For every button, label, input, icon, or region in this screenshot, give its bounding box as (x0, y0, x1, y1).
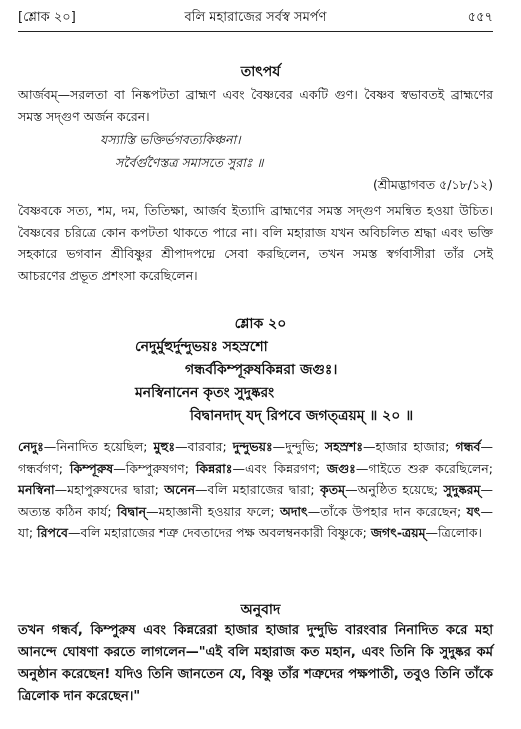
synonym-meaning: —তাঁকে উপহার দান করেছেন; (307, 503, 467, 519)
purport-term: আর্জবম্ (18, 87, 58, 102)
synonym-term: সহস্রশঃ (324, 439, 363, 454)
verse-title: শ্লোক ২০ (234, 316, 287, 332)
synonym-meaning: —কিম্পুরুষগণ; (113, 460, 196, 476)
synonym-term: কৃতম্ (320, 482, 346, 497)
synonym-meaning: —অত্যন্ত কঠিন কার্য; (18, 482, 493, 519)
quote-line-2: সর্বৈর্গুণৈস্তত্র সমাসতে সুরাঃ ॥ (115, 155, 264, 170)
chapter-title: বলি মহারাজের সর্বস্ব সমর্পণ (184, 10, 327, 25)
synonym-meaning: —হাজার হাজার; (363, 439, 456, 454)
purport-paragraph-2: বৈষ্ণবকে সত্য, শম, দম, তিতিক্ষা, আর্জব ইত্যাদি ব্রাহ্মণের সমস্ত সদ্‌গুণ সমন্বিত হওয়া উচিত। বৈষ্ণবের চরিত্রে কোন কপটতা থাকতে পারে না। বলি মহারাজ যখন অবিচলিত শ্রদ্ধা এবং ভক্তি সহকারে ভগবান শ্রীবিষ্ণুর শ্রীপাদপদ্মে সেবা করছিলেন, তখন সমস্ত স্বর্গবাসীরা তাঁর সেই আচরণের প্রভূত প্রশংসা করেছিলেন। (18, 203, 493, 283)
synonym-meaning: —মহাপুরুষদের দ্বারা; (54, 482, 165, 497)
synonym-term: অনেন (164, 482, 196, 497)
synonyms-paragraph (18, 436, 493, 544)
synonym-meaning: —নিনাদিত হয়েছিল; (43, 439, 154, 454)
verse-line-1: নেদুর্মুহুর্দুন্দুভয়ঃ সহস্রশো (135, 339, 268, 355)
synonym-meaning: —গাইতে শুরু করেছিলেন; (355, 460, 493, 476)
synonym-meaning: —যা; (18, 503, 493, 540)
synonym-meaning: —গন্ধর্বগণ; (18, 439, 493, 476)
synonym-meaning: —বারবার; (175, 439, 233, 454)
synonym-meaning: —বলি মহারাজের শত্রু দেবতাদের পক্ষ অবলম্বনকারী বিষ্ণুকে; (67, 525, 371, 540)
synonym-term: অদাৎ (280, 503, 308, 519)
synonym-term: কিম্পূরুষ (69, 460, 114, 476)
synonym-term: সুদুষ্করম্ (443, 482, 481, 497)
translation-title: অনুবাদ (240, 602, 281, 618)
synonym-meaning: —ত্রিলোক। (425, 525, 482, 540)
synonym-term: মুহুঃ (153, 439, 176, 454)
synonym-term: কিন্নরাঃ (195, 460, 233, 476)
synonym-term: নেদুঃ (18, 439, 44, 454)
synonym-term: জগৎ-ত্রয়ম্ (370, 525, 426, 540)
synonym-term: মনস্বিনা (18, 482, 55, 497)
page-header (18, 8, 493, 30)
quote-reference: (শ্রীমদ্ভাগবত ৫/১৮/১২) (372, 177, 493, 192)
synonym-meaning: —অনুষ্ঠিত হয়েছে; (345, 482, 444, 497)
synonym-meaning: —এবং কিন্নরগণ; (232, 460, 327, 476)
verse-line-2: গন্ধর্বকিম্পূরুষকিন্নরা জগুঃ। (185, 362, 338, 378)
quote-line-1: যস্যাস্তি ভক্তির্ভগবত্যকিঞ্চনা। (100, 132, 241, 147)
synonym-meaning: —মহাজ্ঞানী হওয়ার ফলে; (146, 503, 280, 519)
synonym-term: গন্ধর্ব (455, 439, 481, 454)
purport-title: তাৎপর্য (240, 64, 281, 80)
verse-line-4: বিদ্বানদাদ্ যদ্ রিপবে জগত্ত্রয়ম্ ॥ ২০ ॥ (190, 408, 414, 424)
page-number: ৫৫৭ (467, 10, 493, 25)
synonym-meaning: —দুন্দুভি; (272, 439, 325, 454)
synonym-term: রিপবে (37, 525, 68, 540)
verse-reference: [শ্লোক ২০] (18, 10, 76, 25)
synonym-meaning: —বলি মহারাজের দ্বারা; (195, 482, 321, 497)
header-divider (18, 31, 493, 32)
translation-text: তখন গন্ধর্ব, কিম্পুরুষ এবং কিন্নরেরা হাজার হাজার দুন্দুভি বারংবার নিনাদিত করে মহা আনন্দে ঘোষণা করতে লাগলেন—"এই বলি মহারাজ কত মহান, এবং তিনি কি সুদুষ্কর কর্ম অনুষ্ঠান করেছেন! যদিও তিনি জানতেন যে, বিষ্ণু তাঁর শত্রুদের পক্ষপাতী, তবুও তিনি তাঁকে ত্রিলোক দান করেছেন।" (18, 623, 493, 704)
purport-text: —সরলতা বা নিষ্কপটতা ব্রাহ্মণ এবং বৈষ্ণবের একটি গুণ। বৈষ্ণব স্বভাবতই ব্রাহ্মণের সমস্ত সদ্‌গুণ অর্জন করেন। (18, 87, 493, 124)
synonym-term: জগুঃ (326, 460, 356, 476)
synonym-term: দুন্দুভয়ঃ (232, 439, 273, 454)
synonym-term: বিদ্বান্ (117, 503, 147, 519)
synonym-term: যৎ (466, 503, 481, 519)
purport-paragraph-1 (18, 84, 493, 127)
verse-line-3: মনস্বিনানেন কৃতং সুদুষ্করং (135, 385, 275, 401)
